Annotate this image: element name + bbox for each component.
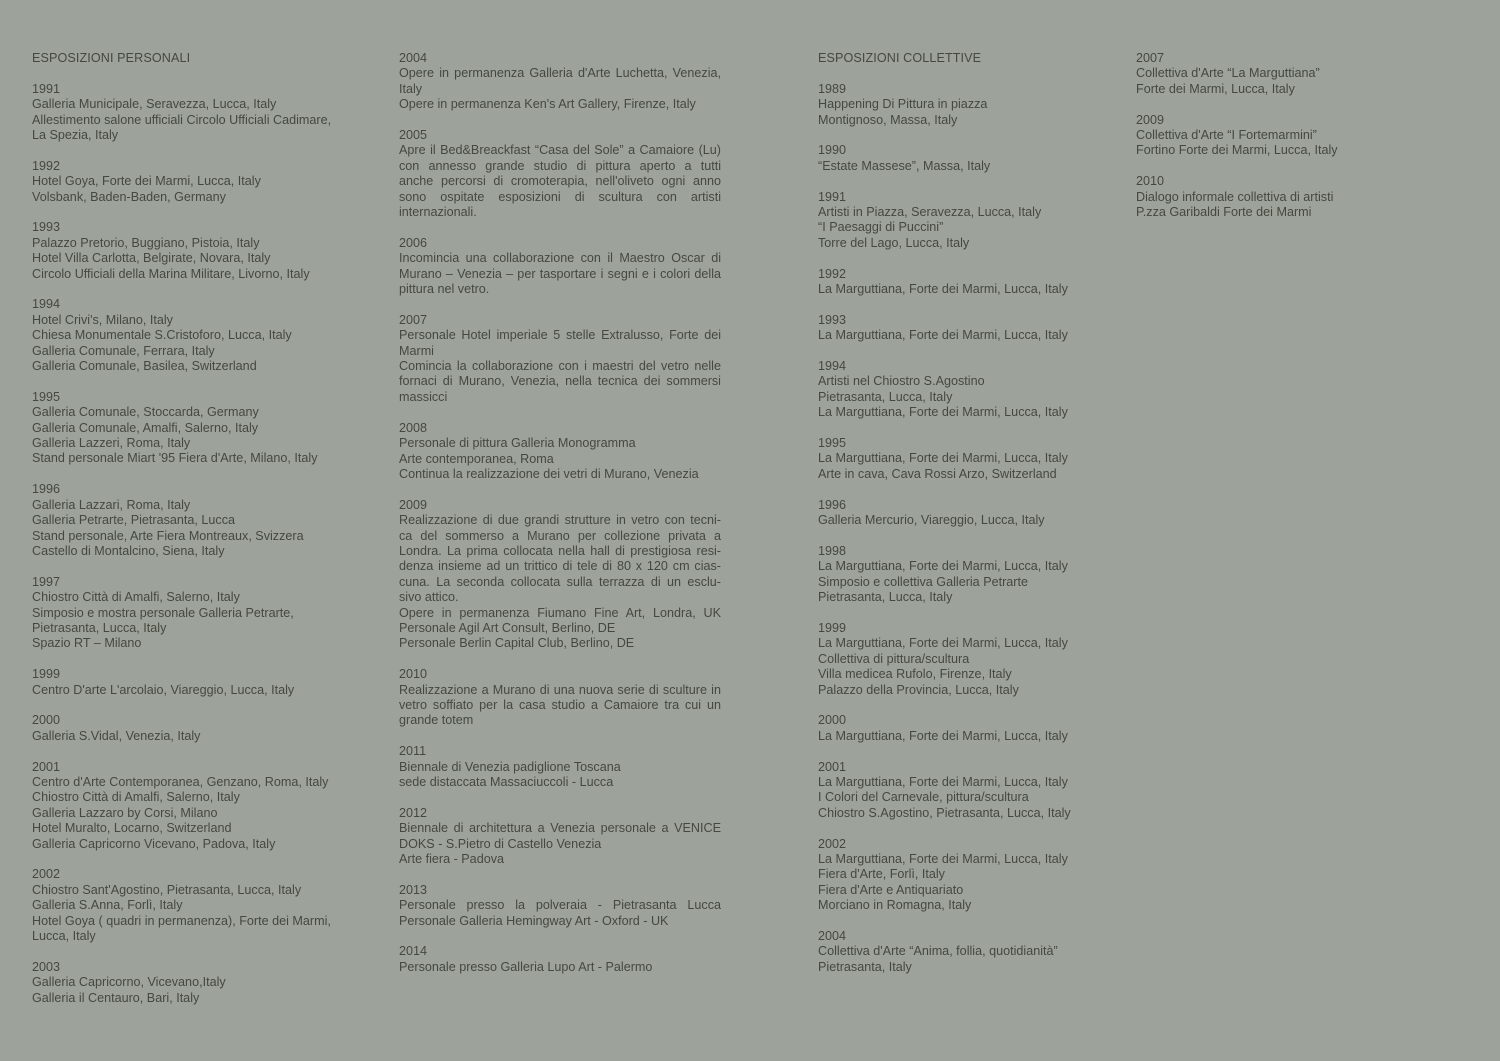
exhibition-entry bbox=[399, 806, 721, 868]
entry-year: 2001 bbox=[818, 759, 847, 774]
entry-line: Personale presso Galleria Lupo Art - Palermo bbox=[399, 959, 653, 974]
entry-year: 2010 bbox=[399, 667, 428, 682]
entry-year: 2012 bbox=[399, 805, 428, 820]
exhibition-entry bbox=[1136, 174, 1436, 220]
exhibition-entry bbox=[1136, 51, 1436, 97]
entry-line: Centro d'Arte Contemporanea, Genzano, Roma, Italy bbox=[32, 774, 329, 789]
section-heading: ESPOSIZIONI PERSONALI bbox=[32, 51, 191, 65]
entry-line: Fortino Forte dei Marmi, Lucca, Italy bbox=[1136, 143, 1338, 158]
entry-line: Galleria Capricorno, Vicevano,Italy bbox=[32, 975, 226, 990]
exhibition-entry bbox=[818, 544, 1118, 606]
entry-line: Hotel Villa Carlotta, Belgirate, Novara, Italy bbox=[32, 251, 271, 266]
entry-line: Pietrasanta, Lucca, Italy bbox=[818, 590, 953, 605]
exhibition-entry bbox=[818, 190, 1118, 252]
entry-year: 2008 bbox=[399, 420, 428, 435]
entry-line: Pietrasanta, Lucca, Italy bbox=[818, 389, 953, 404]
entry-line: anche percorsi di cromoterapia, nell'oliveto ogni anno bbox=[399, 174, 721, 189]
entry-line: internazionali. bbox=[399, 205, 477, 220]
entry-line: Galleria Comunale, Amalfi, Salerno, Italy bbox=[32, 420, 259, 435]
entry-line: Collettiva d'Arte “Anima, follia, quotidianità” bbox=[818, 944, 1058, 959]
entry-year: 2002 bbox=[818, 836, 847, 851]
entry-year: 2004 bbox=[818, 928, 847, 943]
entry-line: Lucca, Italy bbox=[32, 928, 96, 943]
exhibition-entry bbox=[32, 575, 362, 652]
entry-year: 1999 bbox=[818, 620, 847, 635]
entry-line: Galleria Petrarte, Pietrasanta, Lucca bbox=[32, 513, 236, 528]
entry-year: 1993 bbox=[818, 312, 847, 327]
entry-line: sede distaccata Massaciuccoli - Lucca bbox=[399, 774, 614, 789]
entry-line: sono ospitate esposizioni di scultura con artisti bbox=[399, 189, 721, 204]
entry-line: Galleria Lazzaro by Corsi, Milano bbox=[32, 805, 218, 820]
exhibition-entry bbox=[32, 390, 362, 467]
entry-line: Galleria S.Vidal, Venezia, Italy bbox=[32, 728, 201, 743]
entry-line: Arte contemporanea, Roma bbox=[399, 451, 554, 466]
entry-line: La Marguttiana, Forte dei Marmi, Lucca, Italy bbox=[818, 405, 1068, 420]
entry-line: Hotel Crivi's, Milano, Italy bbox=[32, 312, 173, 327]
entry-line: Continua la realizzazione dei vetri di Murano, Venezia bbox=[399, 466, 699, 481]
entry-year: 2007 bbox=[399, 312, 428, 327]
entry-line: massicci bbox=[399, 389, 448, 404]
entry-line: Galleria Lazzari, Roma, Italy bbox=[32, 497, 191, 512]
exhibition-entry bbox=[32, 960, 362, 1006]
entry-year: 1995 bbox=[818, 436, 847, 451]
entry-line: Biennale di Venezia padiglione Toscana bbox=[399, 759, 621, 774]
entry-line: vetro soffiato per la casa studio a Camaiore tra cui un bbox=[399, 697, 721, 712]
exhibition-entry bbox=[32, 220, 362, 282]
entry-line: Montignoso, Massa, Italy bbox=[818, 112, 958, 127]
exhibition-entry bbox=[32, 667, 362, 698]
entry-year: 1992 bbox=[818, 266, 847, 281]
entry-year: 2009 bbox=[1136, 112, 1165, 127]
entry-line: con annesso grande studio di pittura aperto a tutti bbox=[399, 158, 721, 173]
column-group-exhibitions bbox=[818, 51, 1118, 991]
entry-line: Stand personale Miart '95 Fiera d'Arte, Milano, Italy bbox=[32, 451, 318, 466]
entry-line: Galleria Capricorno Vicevano, Padova, Italy bbox=[32, 836, 276, 851]
entry-line: La Marguttiana, Forte dei Marmi, Lucca, Italy bbox=[818, 851, 1068, 866]
entry-line: Fiera d'Arte e Antiquariato bbox=[818, 882, 964, 897]
exhibition-entry bbox=[818, 760, 1118, 822]
exhibition-entry bbox=[399, 313, 721, 405]
entry-line: Biennale di architettura a Venezia personale a VENICE bbox=[399, 821, 721, 836]
entry-line: Pietrasanta, Lucca, Italy bbox=[32, 620, 167, 635]
entry-year: 2014 bbox=[399, 944, 428, 959]
entry-line: Chiostro S.Agostino, Pietrasanta, Lucca, Italy bbox=[818, 805, 1071, 820]
entry-line: Galleria Lazzeri, Roma, Italy bbox=[32, 436, 191, 451]
exhibition-entry bbox=[818, 621, 1118, 698]
entry-line: Simposio e collettiva Galleria Petrarte bbox=[818, 574, 1028, 589]
exhibition-entry bbox=[32, 713, 362, 744]
exhibition-entry bbox=[399, 944, 721, 975]
exhibition-entry bbox=[399, 51, 721, 113]
exhibition-entry bbox=[399, 498, 721, 652]
entry-year: 1994 bbox=[32, 297, 61, 312]
entry-line: Realizzazione a Murano di una nuova serie di sculture in bbox=[399, 682, 721, 697]
exhibition-entry bbox=[818, 143, 1118, 174]
column-personal-exhibitions-continued bbox=[399, 51, 721, 991]
entry-line: Volsbank, Baden-Baden, Germany bbox=[32, 189, 226, 204]
exhibition-entry bbox=[399, 667, 721, 729]
exhibition-entry bbox=[399, 421, 721, 483]
entry-line: Opere in permanenza Fiumano Fine Art, Londra, UK bbox=[399, 605, 721, 620]
entry-line: Galleria Mercurio, Viareggio, Lucca, Italy bbox=[818, 513, 1045, 528]
exhibition-entry bbox=[399, 883, 721, 929]
entry-line: Galleria Comunale, Stoccarda, Germany bbox=[32, 405, 259, 420]
entry-year: 2007 bbox=[1136, 51, 1165, 65]
exhibition-entry bbox=[818, 929, 1118, 975]
exhibition-entry bbox=[32, 867, 362, 944]
entry-line: Fiera d'Arte, Forlì, Italy bbox=[818, 867, 945, 882]
entry-year: 2001 bbox=[32, 759, 61, 774]
entry-line: Spazio RT – Milano bbox=[32, 636, 142, 651]
section-heading: ESPOSIZIONI COLLETTIVE bbox=[818, 51, 982, 65]
entry-line: Arte in cava, Cava Rossi Arzo, Switzerland bbox=[818, 466, 1057, 481]
exhibition-entry bbox=[818, 436, 1118, 482]
entry-line: Chiostro Città di Amalfi, Salerno, Italy bbox=[32, 790, 240, 805]
entry-line: Collettiva di pittura/scultura bbox=[818, 651, 970, 666]
entry-year: 2010 bbox=[1136, 174, 1165, 189]
exhibition-entry bbox=[818, 359, 1118, 421]
entry-year: 1998 bbox=[818, 543, 847, 558]
entry-line: Realizzazione di due grandi strutture in vetro con tecni- bbox=[399, 513, 721, 528]
entry-line: Chiostro Città di Amalfi, Salerno, Italy bbox=[32, 590, 240, 605]
entry-line: Palazzo Pretorio, Buggiano, Pistoia, Italy bbox=[32, 235, 260, 250]
entry-line: Opere in permanenza Ken's Art Gallery, Firenze, Italy bbox=[399, 97, 696, 112]
entry-line: Chiostro Sant'Agostino, Pietrasanta, Lucca, Italy bbox=[32, 882, 302, 897]
entry-line: Apre il Bed&Breackfast “Casa del Sole” a Camaiore (Lu) bbox=[399, 143, 721, 158]
entry-line: Torre del Lago, Lucca, Italy bbox=[818, 235, 970, 250]
entry-line: Castello di Montalcino, Siena, Italy bbox=[32, 543, 225, 558]
entry-line: Happening Di Pittura in piazza bbox=[818, 97, 988, 112]
entry-year: 2011 bbox=[399, 744, 427, 759]
entry-line: La Marguttiana, Forte dei Marmi, Lucca, Italy bbox=[818, 451, 1068, 466]
entry-line: Galleria Municipale, Seravezza, Lucca, Italy bbox=[32, 97, 277, 112]
exhibition-entry bbox=[818, 313, 1118, 344]
entry-year: 2006 bbox=[399, 235, 428, 250]
entry-line: Pietrasanta, Italy bbox=[818, 959, 912, 974]
exhibition-entry bbox=[32, 760, 362, 852]
exhibition-entry bbox=[818, 267, 1118, 298]
exhibition-entry bbox=[32, 82, 362, 144]
entry-year: 1989 bbox=[818, 81, 847, 96]
exhibition-entry bbox=[32, 297, 362, 374]
entry-year: 1992 bbox=[32, 158, 61, 173]
entry-line: La Marguttiana, Forte dei Marmi, Lucca, Italy bbox=[818, 636, 1068, 651]
entry-line: DOKS - S.Pietro di Castello Venezia bbox=[399, 836, 602, 851]
entry-line: Dialogo informale collettiva di artisti bbox=[1136, 189, 1334, 204]
entry-line: “I Paesaggi di Puccini” bbox=[818, 220, 944, 235]
entry-year: 2002 bbox=[32, 867, 61, 882]
entry-line: Hotel Goya, Forte dei Marmi, Lucca, Italy bbox=[32, 174, 261, 189]
entry-line: Hotel Goya ( quadri in permanenza), Forte dei Marmi, bbox=[32, 913, 331, 928]
entry-line: Londra. La prima collocata nella hall di prestigiosa resi- bbox=[399, 543, 721, 558]
entry-year: 2005 bbox=[399, 128, 428, 143]
entry-line: I Colori del Carnevale, pittura/scultura bbox=[818, 790, 1029, 805]
entry-line: cuna. La seconda collocata sulla terrazza di un esclu- bbox=[399, 574, 721, 589]
entry-line: La Marguttiana, Forte dei Marmi, Lucca, Italy bbox=[818, 559, 1068, 574]
entry-line: Artisti nel Chiostro S.Agostino bbox=[818, 374, 985, 389]
entry-line: Murano – Venezia – per tasportare i segni e i colori della bbox=[399, 266, 721, 281]
entry-line: Arte fiera - Padova bbox=[399, 852, 504, 866]
entry-line: Personale Agil Art Consult, Berlino, DE bbox=[399, 620, 616, 635]
entry-line: Galleria S.Anna, Forlì, Italy bbox=[32, 898, 183, 913]
entry-line: sivo attico. bbox=[399, 590, 459, 605]
entry-year: 2009 bbox=[399, 497, 428, 512]
entry-line: Palazzo della Provincia, Lucca, Italy bbox=[818, 682, 1019, 697]
entry-line: La Marguttiana, Forte dei Marmi, Lucca, Italy bbox=[818, 728, 1068, 743]
entry-line: Morciano in Romagna, Italy bbox=[818, 898, 972, 913]
entry-line: Artisti in Piazza, Seravezza, Lucca, Italy bbox=[818, 205, 1042, 220]
entry-line: Personale Galleria Hemingway Art - Oxford - UK bbox=[399, 913, 669, 928]
exhibition-entry bbox=[818, 498, 1118, 529]
entry-line: Opere in permanenza Galleria d'Arte Luchetta, Venezia, bbox=[399, 66, 721, 81]
entry-line: denza insieme ad un trittico di tele di 80 x 120 cm cias- bbox=[399, 559, 721, 574]
entry-line: Circolo Ufficiali della Marina Militare, Livorno, Italy bbox=[32, 266, 310, 281]
entry-line: P.zza Garibaldi Forte dei Marmi bbox=[1136, 205, 1312, 220]
exhibition-entry bbox=[32, 159, 362, 205]
entry-year: 1995 bbox=[32, 389, 61, 404]
exhibition-entry bbox=[32, 482, 362, 559]
entry-year: 2003 bbox=[32, 959, 61, 974]
entry-line: La Marguttiana, Forte dei Marmi, Lucca, Italy bbox=[818, 774, 1068, 789]
entry-line: Galleria Comunale, Basilea, Switzerland bbox=[32, 359, 257, 374]
entry-year: 1990 bbox=[818, 143, 847, 158]
column-group-exhibitions-continued bbox=[1136, 51, 1436, 236]
entry-line: Personale presso la polveraia - Pietrasanta Lucca bbox=[399, 898, 721, 913]
entry-line: Centro D'arte L'arcolaio, Viareggio, Lucca, Italy bbox=[32, 682, 295, 697]
entry-year: 1991 bbox=[818, 189, 847, 204]
entry-line: Personale di pittura Galleria Monogramma bbox=[399, 436, 636, 451]
entry-line: ca del sommerso a Murano per collezione privata a bbox=[399, 528, 721, 543]
entry-line: Marmi bbox=[399, 343, 434, 358]
entry-line: Allestimento salone ufficiali Circolo Ufficiali Cadimare, bbox=[32, 112, 332, 127]
entry-line: “Estate Massese”, Massa, Italy bbox=[818, 158, 991, 173]
entry-year: 1996 bbox=[818, 497, 847, 512]
entry-year: 2013 bbox=[399, 882, 428, 897]
entry-line: Forte dei Marmi, Lucca, Italy bbox=[1136, 81, 1295, 96]
entry-line: Galleria Comunale, Ferrara, Italy bbox=[32, 343, 215, 358]
column-personal-exhibitions bbox=[32, 51, 362, 1021]
entry-year: 2000 bbox=[818, 713, 847, 728]
entry-line: La Spezia, Italy bbox=[32, 128, 119, 143]
entry-line: La Marguttiana, Forte dei Marmi, Lucca, Italy bbox=[818, 328, 1068, 343]
entry-line: Galleria il Centauro, Bari, Italy bbox=[32, 990, 200, 1005]
entry-line: fornaci di Murano, Venezia, nella tecnica dei sommersi bbox=[399, 374, 721, 389]
entry-year: 1991 bbox=[32, 81, 61, 96]
exhibition-entry bbox=[399, 128, 721, 220]
entry-line: grande totem bbox=[399, 713, 474, 728]
entry-line: Stand personale, Arte Fiera Montreaux, Svizzera bbox=[32, 528, 304, 543]
entry-line: pittura nel vetro. bbox=[399, 282, 490, 297]
entry-year: 1993 bbox=[32, 220, 61, 235]
entry-year: 2004 bbox=[399, 51, 428, 65]
exhibition-entry bbox=[818, 82, 1118, 128]
entry-year: 1994 bbox=[818, 359, 847, 374]
entry-line: Personale Hotel imperiale 5 stelle Extralusso, Forte dei bbox=[399, 328, 721, 343]
entry-year: 1996 bbox=[32, 482, 61, 497]
entry-line: Incomincia una collaborazione con il Maestro Oscar di bbox=[399, 251, 721, 266]
entry-line: Personale Berlin Capital Club, Berlino, DE bbox=[399, 636, 635, 651]
entry-line: Chiesa Monumentale S.Cristoforo, Lucca, Italy bbox=[32, 328, 292, 343]
entry-line: Comincia la collaborazione con i maestri del vetro nelle bbox=[399, 359, 721, 374]
entry-line: Collettiva d'Arte “La Marguttiana” bbox=[1136, 66, 1320, 81]
entry-line: Simposio e mostra personale Galleria Petrarte, bbox=[32, 605, 294, 620]
exhibition-entry bbox=[818, 837, 1118, 914]
entry-year: 2000 bbox=[32, 713, 61, 728]
exhibition-entry bbox=[399, 744, 721, 790]
exhibition-entry bbox=[818, 713, 1118, 744]
entry-line: Italy bbox=[399, 81, 423, 96]
entry-year: 1997 bbox=[32, 574, 61, 589]
entry-line: Hotel Muralto, Locarno, Switzerland bbox=[32, 821, 232, 836]
entry-year: 1999 bbox=[32, 667, 61, 682]
exhibition-entry bbox=[1136, 113, 1436, 159]
exhibition-entry bbox=[399, 236, 721, 298]
entry-line: Villa medicea Rufolo, Firenze, Italy bbox=[818, 667, 1012, 682]
entry-line: La Marguttiana, Forte dei Marmi, Lucca, Italy bbox=[818, 282, 1068, 297]
entry-line: Collettiva d'Arte “I Fortemarmini” bbox=[1136, 128, 1317, 143]
